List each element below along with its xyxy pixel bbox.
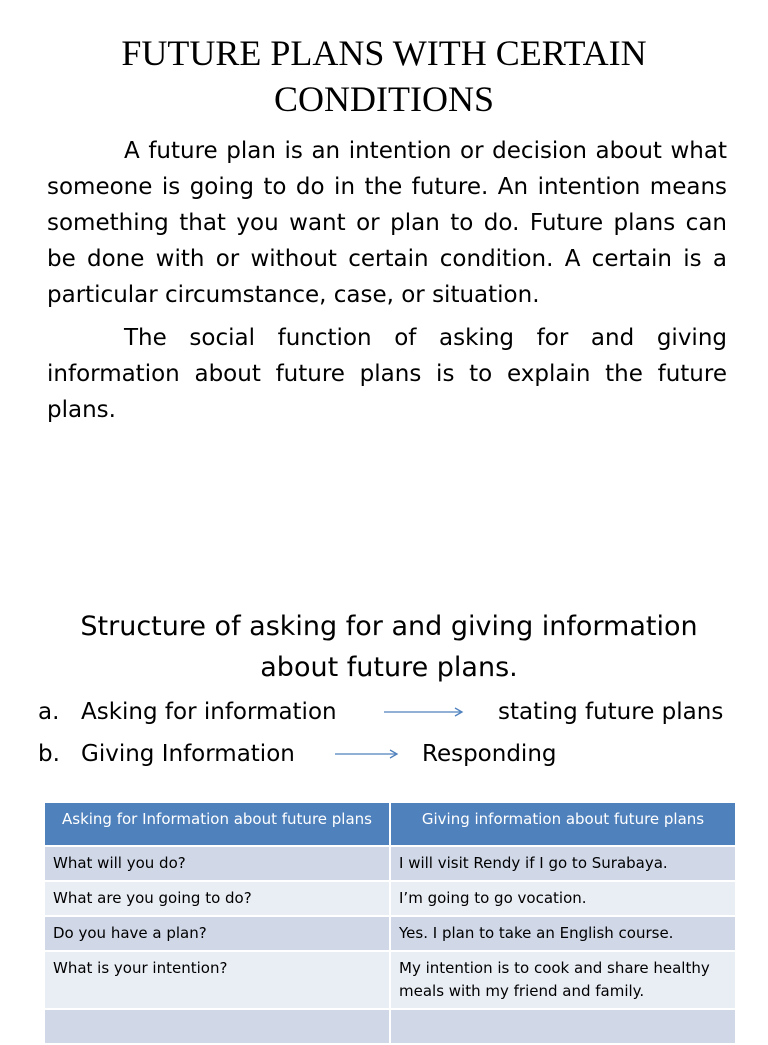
table-row bbox=[45, 951, 735, 1009]
right-arrow-icon bbox=[334, 747, 400, 761]
table-cell-question: Do you have a plan? bbox=[45, 916, 390, 951]
future-plans-table bbox=[45, 803, 735, 1045]
table-cell-answer bbox=[390, 1009, 735, 1044]
structure-item-b bbox=[38, 737, 748, 771]
structure-item-marker: b. bbox=[38, 741, 60, 767]
intro-paragraph: A future plan is an intention or decision about what someone is going to do in the future. An intention means something that you want or plan to do. Future plans can be done with or without certain condition. A certain is a particular circumstance, case, or situation. bbox=[47, 138, 727, 308]
table-cell-answer: Yes. I plan to take an English course. bbox=[390, 916, 735, 951]
table-cell-question bbox=[45, 1009, 390, 1044]
table-header-asking: Asking for Information about future plans bbox=[45, 803, 390, 846]
table-row bbox=[45, 846, 735, 881]
structure-heading: Structure of asking for and giving information about future plans. bbox=[80, 611, 698, 683]
page-title: FUTURE PLANS WITH CERTAIN CONDITIONS bbox=[121, 33, 647, 119]
table-header-row bbox=[45, 803, 735, 846]
structure-item-result: Responding bbox=[422, 741, 557, 767]
table-cell-answer: My intention is to cook and share healthy meals with my friend and family. bbox=[390, 951, 735, 1009]
table-cell-answer: I’m going to go vocation. bbox=[390, 881, 735, 916]
structure-item-marker: a. bbox=[38, 699, 60, 725]
social-function-paragraph: The social function of asking for and giving information about future plans is to explain the future plans. bbox=[47, 325, 727, 423]
table-row bbox=[45, 1009, 735, 1044]
structure-item-label: Asking for information bbox=[81, 699, 337, 725]
table-cell-question: What will you do? bbox=[45, 846, 390, 881]
table-header-giving: Giving information about future plans bbox=[390, 803, 735, 846]
table-cell-answer: I will visit Rendy if I go to Surabaya. bbox=[390, 846, 735, 881]
structure-item-a bbox=[38, 695, 748, 729]
table-cell-question: What are you going to do? bbox=[45, 881, 390, 916]
table-row bbox=[45, 916, 735, 951]
table-row bbox=[45, 881, 735, 916]
structure-item-label: Giving Information bbox=[81, 741, 295, 767]
right-arrow-icon bbox=[383, 705, 465, 719]
table-cell-question: What is your intention? bbox=[45, 951, 390, 1009]
structure-item-result: stating future plans bbox=[498, 699, 724, 725]
